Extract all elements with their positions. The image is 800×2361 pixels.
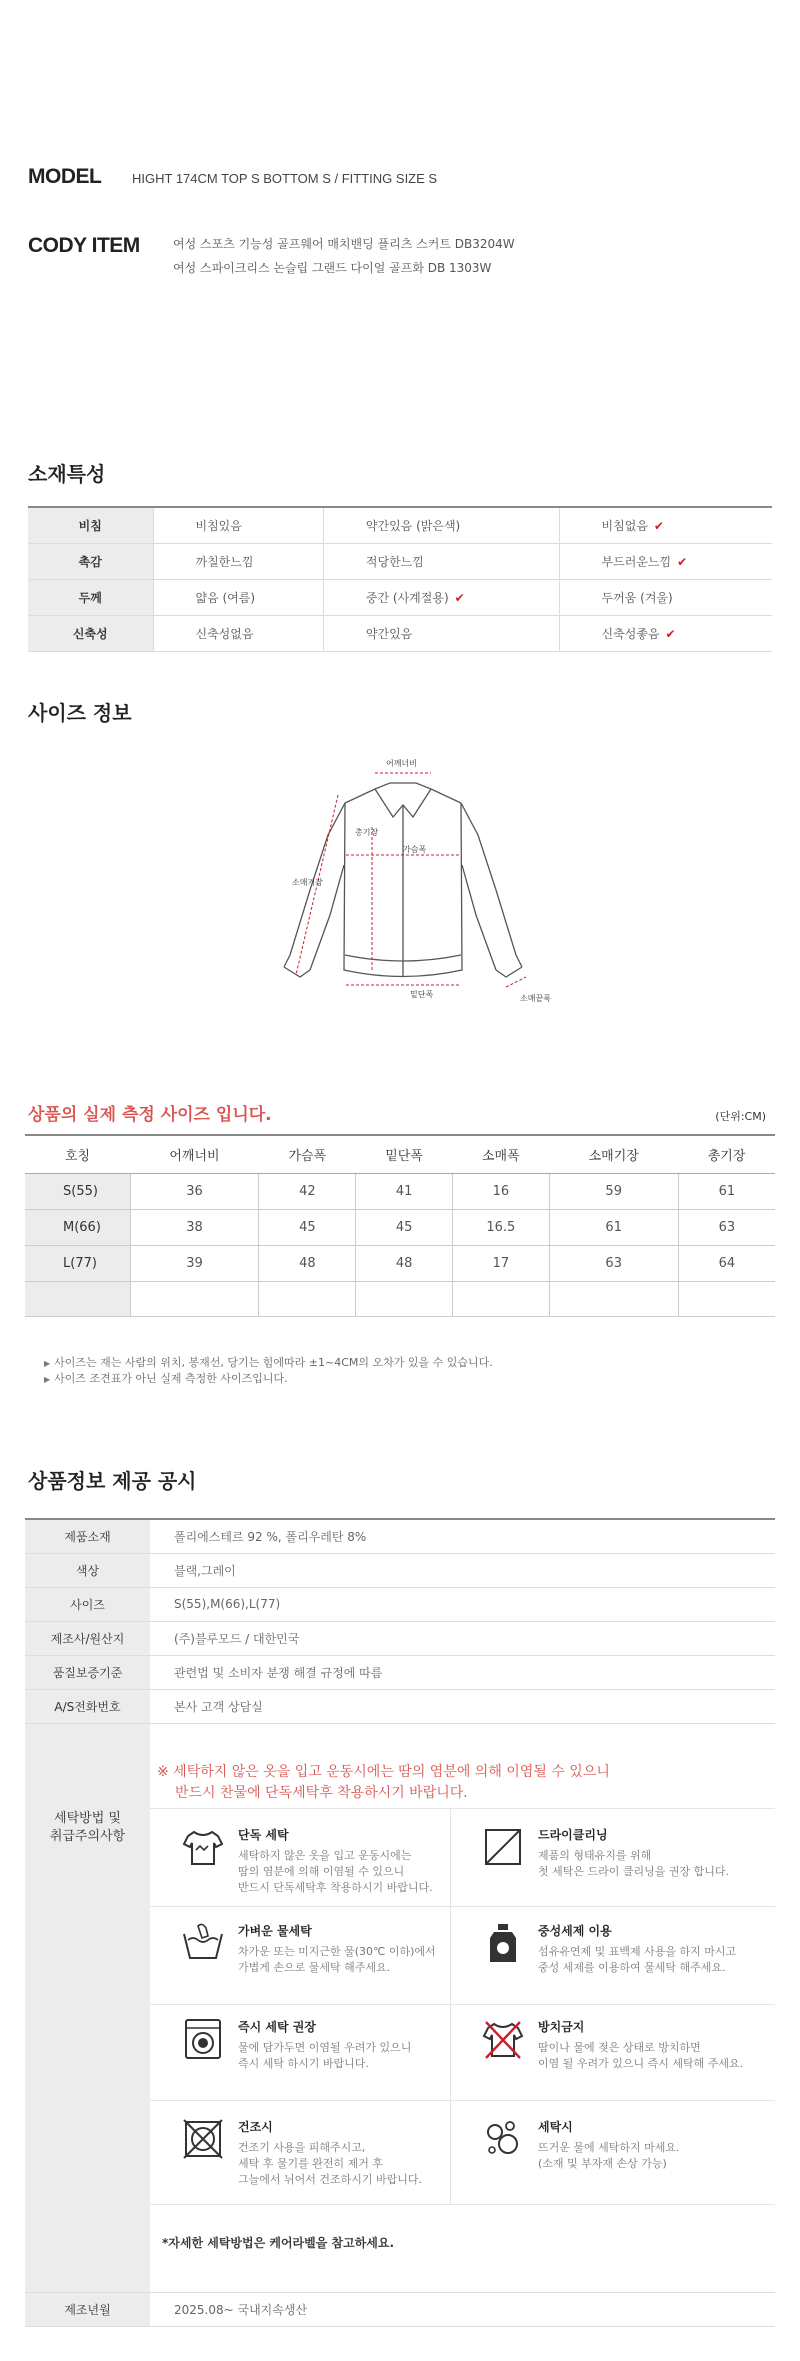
check-icon: ✔ (677, 554, 688, 569)
size-cell: 36 (130, 1173, 259, 1209)
info-value: S(55),M(66),L(77) (150, 1587, 775, 1621)
size-row-label: L(77) (25, 1245, 130, 1281)
size-cell: 17 (452, 1245, 549, 1281)
material-option: 적당한느낌 (323, 543, 559, 579)
wash-item-desc: 건조기 사용을 피해주시고, 세탁 후 물기를 완전히 제거 후 그늘에서 뉘어서 건조하시기 바랍니다. (238, 2140, 423, 2186)
material-option: 신축성좋음 ✔ (559, 615, 772, 651)
cody-item: 여성 스포츠 기능성 골프웨어 매치밴딩 플리츠 스커트 DB3204W (173, 237, 515, 251)
wash-item-title: 중성세제 이용 (538, 1923, 612, 1938)
product-info-title: 상품정보 제공 공시 (28, 1469, 197, 1493)
wash-item-title: 세탁시 (538, 2119, 573, 2134)
size-unit: (단위:CM) (715, 1110, 766, 1123)
wash-footer: *자세한 세탁방법은 케어라벨을 참고하세요. (162, 2235, 395, 2250)
info-row (25, 1587, 775, 1621)
size-cell: 39 (130, 1245, 259, 1281)
wash-item-desc: 제품의 형태유지를 위해 첫 세탁은 드라이 클리닝을 권장 합니다. (538, 1848, 729, 1878)
size-cell: 45 (356, 1209, 453, 1245)
size-row (25, 1281, 775, 1316)
sleeve-length-label: 소매기장 (292, 878, 323, 887)
size-header-cell: 총기장 (678, 1135, 775, 1173)
material-row (28, 615, 772, 651)
washing-machine-icon (180, 2016, 226, 2062)
size-cell: 63 (549, 1245, 678, 1281)
chest-label: 가슴폭 (403, 845, 427, 854)
wash-instructions (150, 1724, 775, 2292)
shirt-icon (180, 1824, 226, 1870)
size-cell: 64 (678, 1245, 775, 1281)
wash-item-title: 즉시 세탁 권장 (238, 2019, 316, 2034)
material-option: 약간있음 (밝은색) (323, 507, 559, 543)
info-label: 제조년월 (25, 2292, 150, 2326)
check-icon: ✔ (454, 590, 465, 605)
material-row (28, 507, 772, 543)
wash-warning: ※ 세탁하지 않은 옷을 입고 운동시에는 땀의 염분에 의해 이염될 수 있으니 반드시 찬물에 단독세탁후 착용하시기 바랍니다. (157, 1763, 610, 1801)
hand-wash-icon (180, 1920, 226, 1966)
detergent-icon (480, 1920, 526, 1966)
material-option: 약간있음 (323, 615, 559, 651)
material-row-label: 신축성 (28, 615, 153, 651)
check-icon: ✔ (653, 518, 664, 533)
size-cell: 16.5 (452, 1209, 549, 1245)
size-row (25, 1209, 775, 1245)
model-label: MODEL (28, 165, 102, 188)
dry-clean-icon (480, 1824, 526, 1870)
size-row (25, 1245, 775, 1281)
info-label: 품질보증기준 (25, 1655, 150, 1689)
size-header-cell: 소매기장 (549, 1135, 678, 1173)
check-icon: ✔ (665, 626, 676, 641)
info-value: 폴리에스테르 92 %, 폴리우레탄 8% (150, 1519, 775, 1553)
size-info-title: 사이즈 정보 (28, 701, 132, 725)
info-value: 블랙,그레이 (150, 1553, 775, 1587)
no-leave-icon (480, 2016, 526, 2062)
material-row (28, 579, 772, 615)
model-row (28, 165, 437, 189)
size-header-cell: 소매폭 (452, 1135, 549, 1173)
size-cell (356, 1281, 453, 1316)
size-cell: 48 (259, 1245, 356, 1281)
material-row-label: 두께 (28, 579, 153, 615)
size-header-cell: 어깨너비 (130, 1135, 259, 1173)
wash-item-title: 드라이클리닝 (538, 1827, 608, 1842)
wash-item-title: 가벼운 물세탁 (238, 1923, 312, 1938)
info-label: A/S전화번호 (25, 1689, 150, 1723)
size-cell: 41 (356, 1173, 453, 1209)
info-label: 사이즈 (25, 1587, 150, 1621)
total-length-label: 총기장 (355, 828, 379, 837)
size-cell: 16 (452, 1173, 549, 1209)
cody-row (28, 234, 515, 280)
bubbles-icon (480, 2116, 526, 2162)
wash-item-desc: 세탁하지 않은 옷을 입고 운동시에는 땀의 염분에 의해 이염될 수 있으니 반드시 단독세탁후 착용하시기 바랍니다. (238, 1848, 433, 1894)
size-remark: ▶ 사이즈 조견표가 아닌 실제 측정한 사이즈입니다. (44, 1372, 288, 1385)
jacket-diagram (0, 755, 800, 1035)
material-option: 신축성없음 (153, 615, 323, 651)
wash-item-desc: 섬유유연제 및 표백제 사용을 하지 마시고 중성 세제를 이용하여 물세탁 해주세요. (538, 1944, 737, 1974)
size-cell: 38 (130, 1209, 259, 1245)
size-row (25, 1173, 775, 1209)
info-value: (주)블루모드 / 대한민국 (150, 1621, 775, 1655)
product-info-table (25, 1518, 775, 2327)
size-cell (452, 1281, 549, 1316)
info-row (25, 1655, 775, 1689)
size-cell: 61 (549, 1209, 678, 1245)
material-row-label: 촉감 (28, 543, 153, 579)
cody-item: 여성 스파이크리스 논슬립 그랜드 다이얼 골프화 DB 1303W (173, 261, 492, 275)
info-label: 제조사/원산지 (25, 1621, 150, 1655)
size-cell (678, 1281, 775, 1316)
size-cell: 45 (259, 1209, 356, 1245)
wash-item-desc: 차가운 또는 미지근한 물(30℃ 이하)에서 가볍게 손으로 물세탁 해주세요. (238, 1944, 436, 1974)
size-cell: 63 (678, 1209, 775, 1245)
wash-item-title: 건조시 (238, 2119, 273, 2134)
size-header-cell: 밑단폭 (356, 1135, 453, 1173)
size-row-label: S(55) (25, 1173, 130, 1209)
material-option: 부드러운느낌 ✔ (559, 543, 772, 579)
wash-item-desc: 물에 담가두면 이염될 우려가 있으니 즉시 세탁 하시기 바랍니다. (238, 2040, 412, 2070)
info-value: 2025.08~ 국내지속생산 (150, 2292, 775, 2326)
size-cell (130, 1281, 259, 1316)
size-cell: 59 (549, 1173, 678, 1209)
info-row (25, 1519, 775, 1553)
size-cell: 42 (259, 1173, 356, 1209)
hem-label: 밑단폭 (410, 990, 434, 999)
material-option: 중간 (사계절용) ✔ (323, 579, 559, 615)
info-value: 본사 고객 상담실 (150, 1689, 775, 1723)
wash-item-desc: 땀이나 물에 젖은 상태로 방치하면 이염 될 우려가 있으니 즉시 세탁해 주세요. (538, 2040, 744, 2070)
size-note: 상품의 실제 측정 사이즈 입니다. (28, 1105, 272, 1125)
info-value: 관련법 및 소비자 분쟁 해결 규정에 따름 (150, 1655, 775, 1689)
wash-item-desc: 뜨거운 물에 세탁하지 마세요. (소재 및 부자재 손상 가능) (538, 2140, 680, 2170)
size-row-label (25, 1281, 130, 1316)
shoulder-label: 어깨너비 (386, 759, 417, 768)
material-row-label: 비침 (28, 507, 153, 543)
model-value: HIGHT 174CM TOP S BOTTOM S / FITTING SIZE S (132, 171, 438, 186)
info-row (25, 1553, 775, 1587)
info-label: 색상 (25, 1553, 150, 1587)
material-option: 두꺼움 (겨울) (559, 579, 772, 615)
info-label: 제품소재 (25, 1519, 150, 1553)
size-cell: 61 (678, 1173, 775, 1209)
size-cell (259, 1281, 356, 1316)
size-remarks (44, 1355, 493, 1387)
info-row (25, 1689, 775, 1723)
size-row-label: M(66) (25, 1209, 130, 1245)
size-cell (549, 1281, 678, 1316)
wash-row (25, 1723, 775, 2292)
size-remark: ▶ 사이즈는 재는 사람의 위치, 봉재선, 당기는 힘에따라 ±1~4CM의 오차가 있을 수 있습니다. (44, 1356, 493, 1369)
wash-item-title: 단독 세탁 (238, 1827, 289, 1842)
wash-label: 세탁방법 및 취급주의사항 (49, 1810, 126, 1844)
material-option: 얇음 (여름) (153, 579, 323, 615)
material-table (28, 506, 772, 652)
material-option: 비침있음 (153, 507, 323, 543)
info-row (25, 1621, 775, 1655)
material-row (28, 543, 772, 579)
cody-label: CODY ITEM (28, 234, 140, 257)
no-tumble-dry-icon (180, 2116, 226, 2162)
size-cell: 48 (356, 1245, 453, 1281)
material-option: 까칠한느낌 (153, 543, 323, 579)
material-title: 소재특성 (28, 462, 106, 486)
cuff-label: 소매끝폭 (520, 994, 551, 1003)
material-option: 비침없음 ✔ (559, 507, 772, 543)
size-header-cell: 호칭 (25, 1135, 130, 1173)
wash-item-title: 방치금지 (538, 2019, 585, 2034)
size-table (25, 1134, 775, 1317)
size-diagram (0, 755, 800, 1035)
info-row (25, 2292, 775, 2326)
size-header-cell: 가슴폭 (259, 1135, 356, 1173)
